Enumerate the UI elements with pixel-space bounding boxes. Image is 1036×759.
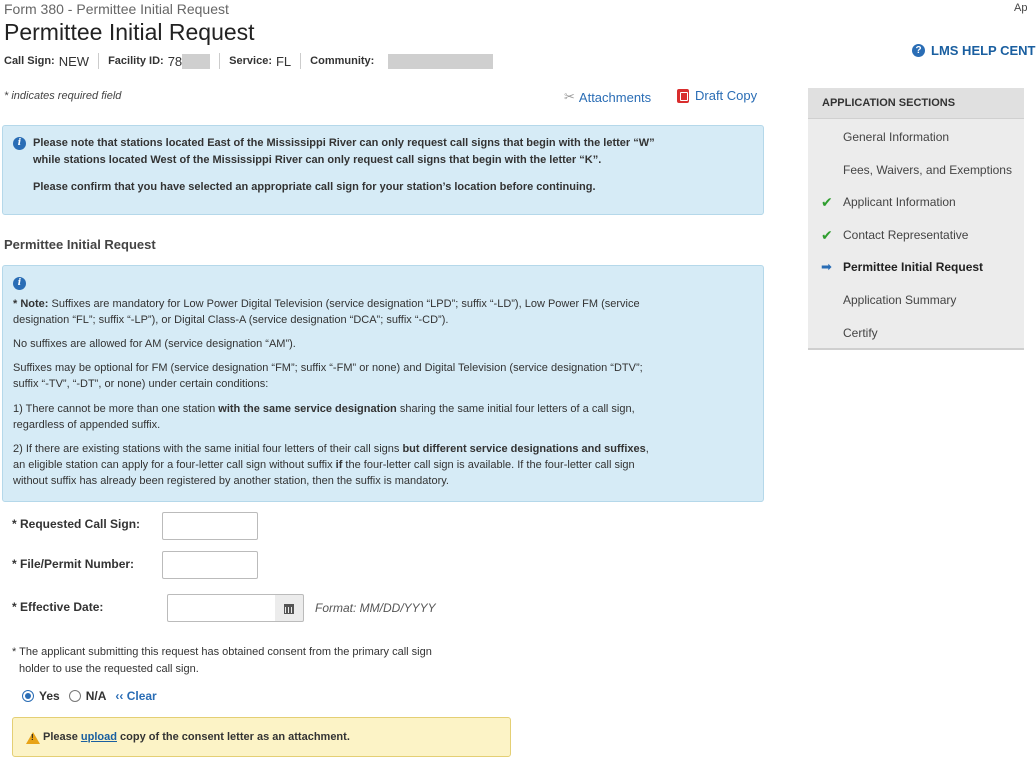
sidebar-item-label: General Information (843, 130, 950, 144)
clear-selection-link[interactable]: ‹‹ Clear (115, 689, 157, 703)
note-line: designation “FL”; suffix “-LP”), or Digital Class-A (service designation “DCA”; suffix “-CD”). (13, 314, 449, 326)
application-sections-sidebar (808, 88, 1024, 350)
sidebar-item-permittee-initial-request[interactable] (808, 254, 1024, 282)
note-line (13, 441, 649, 457)
consent-line-2: holder to use the requested call sign. (19, 663, 199, 675)
sidebar-item-label: Certify (843, 326, 878, 340)
sidebar-item-application-summary[interactable] (808, 287, 1024, 315)
note-line (13, 457, 635, 473)
warning-pre: Please (43, 731, 81, 743)
consent-radio-group (22, 689, 157, 703)
note-text: , (645, 443, 649, 455)
checkmark-icon: ✔ (821, 227, 833, 243)
question-icon: ? (912, 44, 925, 57)
sidebar-item-fees-waivers[interactable] (808, 157, 1024, 185)
warning-icon (26, 732, 40, 744)
notice-line-2: while stations located West of the Mississippi River can only request call signs that begin with the letter “K”. (33, 154, 602, 166)
sidebar-heading (808, 88, 1024, 119)
notice-line-1: Please note that stations located East of the Mississippi River can only request call signs that begin with the letter “W” (33, 137, 655, 149)
sidebar-item-label: Permittee Initial Request (843, 260, 984, 274)
radio-yes[interactable] (22, 690, 34, 702)
divider (300, 53, 301, 69)
draft-copy-label: Draft Copy (695, 88, 758, 103)
call-sign-notice (2, 125, 764, 215)
note-bold: if (335, 459, 343, 471)
sidebar-item-label: Contact Representative (843, 228, 969, 242)
form-id: Form 380 - Permittee Initial Request (4, 1, 229, 17)
info-icon: i (13, 277, 26, 290)
requested-call-sign-input[interactable] (162, 512, 258, 540)
effective-date-input[interactable] (167, 594, 276, 622)
warning-text (43, 731, 350, 743)
community-label: Community: (310, 55, 375, 67)
date-format-hint: Format: MM/DD/YYYY (315, 601, 436, 615)
top-right-link[interactable]: Ap (1014, 2, 1028, 14)
info-icon: i (13, 137, 26, 150)
note-bold: * Note: (13, 298, 49, 310)
arrow-right-icon: ➡ (821, 259, 832, 274)
note-bold: but different service designations and suffixes (402, 443, 646, 455)
facility-id-label: Facility ID: (108, 55, 164, 67)
radio-yes-label[interactable]: Yes (39, 689, 60, 703)
note-text: an eligible station can apply for a four-letter call sign without suffix (13, 459, 336, 471)
attachments-link[interactable] (564, 89, 651, 105)
call-sign-label: Call Sign: (4, 55, 55, 67)
sidebar-heading-text: APPLICATION SECTIONS (822, 97, 956, 109)
pdf-icon (677, 89, 689, 103)
date-picker-button[interactable] (275, 594, 304, 622)
redacted-block (182, 54, 210, 69)
divider (98, 53, 99, 69)
sidebar-item-contact-representative[interactable] (808, 222, 1024, 250)
calendar-icon (284, 604, 294, 614)
note-text: Suffixes are mandatory for Low Power Digital Television (service designation “LPD”; suffix “-LD”), Low Power FM (service (48, 298, 640, 310)
suffix-info-box (2, 265, 764, 502)
note-text: sharing the same initial four letters of a call sign, (396, 403, 635, 415)
redacted-block (388, 54, 493, 69)
application-meta (4, 53, 493, 69)
sidebar-item-general-information[interactable] (808, 124, 1024, 152)
facility-id-value: 78 (167, 53, 183, 69)
sidebar-item-certify[interactable] (808, 320, 1024, 348)
warning-post: copy of the consent letter as an attachment. (116, 731, 350, 743)
checkmark-icon: ✔ (821, 194, 833, 210)
consent-question (12, 644, 432, 678)
upload-warning (12, 717, 511, 757)
note-line: suffix “-TV”, “-DT”, or none) under certain conditions: (13, 378, 269, 390)
consent-line-1: * The applicant submitting this request has obtained consent from the primary call sign (12, 646, 432, 658)
help-center-label: LMS HELP CENT (931, 43, 1036, 58)
note-line: No suffixes are allowed for AM (service designation “AM”). (13, 338, 296, 350)
sidebar-item-label: Application Summary (843, 293, 957, 307)
note-line: regardless of appended suffix. (13, 419, 161, 431)
note-text: the four-letter call sign is available. If the four-letter call sign (342, 459, 635, 471)
note-line: Suffixes may be optional for FM (service designation “FM”; suffix “-FM” or none) and Digital Television (service designation “DTV”; (13, 362, 643, 374)
service-label: Service: (229, 55, 272, 67)
call-sign-value: NEW (58, 53, 90, 69)
requested-call-sign-label: * Requested Call Sign: (12, 517, 141, 531)
upload-link[interactable]: upload (80, 731, 117, 743)
attachments-label: Attachments (578, 89, 652, 105)
sidebar-item-label: Applicant Information (843, 195, 956, 209)
file-permit-number-label: * File/Permit Number: (12, 557, 135, 571)
required-field-note: * indicates required field (4, 90, 122, 102)
note-text: 2) If there are existing stations with the same initial four letters of their call signs (13, 443, 403, 455)
sidebar-item-applicant-information[interactable] (808, 189, 1024, 217)
page-title: Permittee Initial Request (4, 19, 255, 45)
draft-copy-link[interactable] (677, 88, 757, 103)
note-line: without suffix has already been registered by another station, then the suffix is mandatory. (13, 475, 449, 487)
file-permit-number-input[interactable] (162, 551, 258, 579)
divider (219, 53, 220, 69)
radio-na[interactable] (69, 690, 81, 702)
paperclip-icon: ✂ (564, 89, 575, 104)
note-bold: with the same service designation (218, 403, 397, 415)
effective-date-label: * Effective Date: (12, 600, 104, 614)
lms-help-center-link[interactable] (912, 43, 1036, 58)
note-text: 1) There cannot be more than one station (13, 403, 219, 415)
note-line (13, 296, 640, 312)
sidebar-item-label: Fees, Waivers, and Exemptions (843, 163, 1012, 177)
service-value: FL (275, 53, 292, 69)
note-line (13, 401, 635, 417)
radio-na-label[interactable]: N/A (85, 689, 107, 703)
section-heading: Permittee Initial Request (4, 237, 156, 252)
notice-line-3: Please confirm that you have selected an appropriate call sign for your station’s location before continuing. (33, 181, 596, 193)
